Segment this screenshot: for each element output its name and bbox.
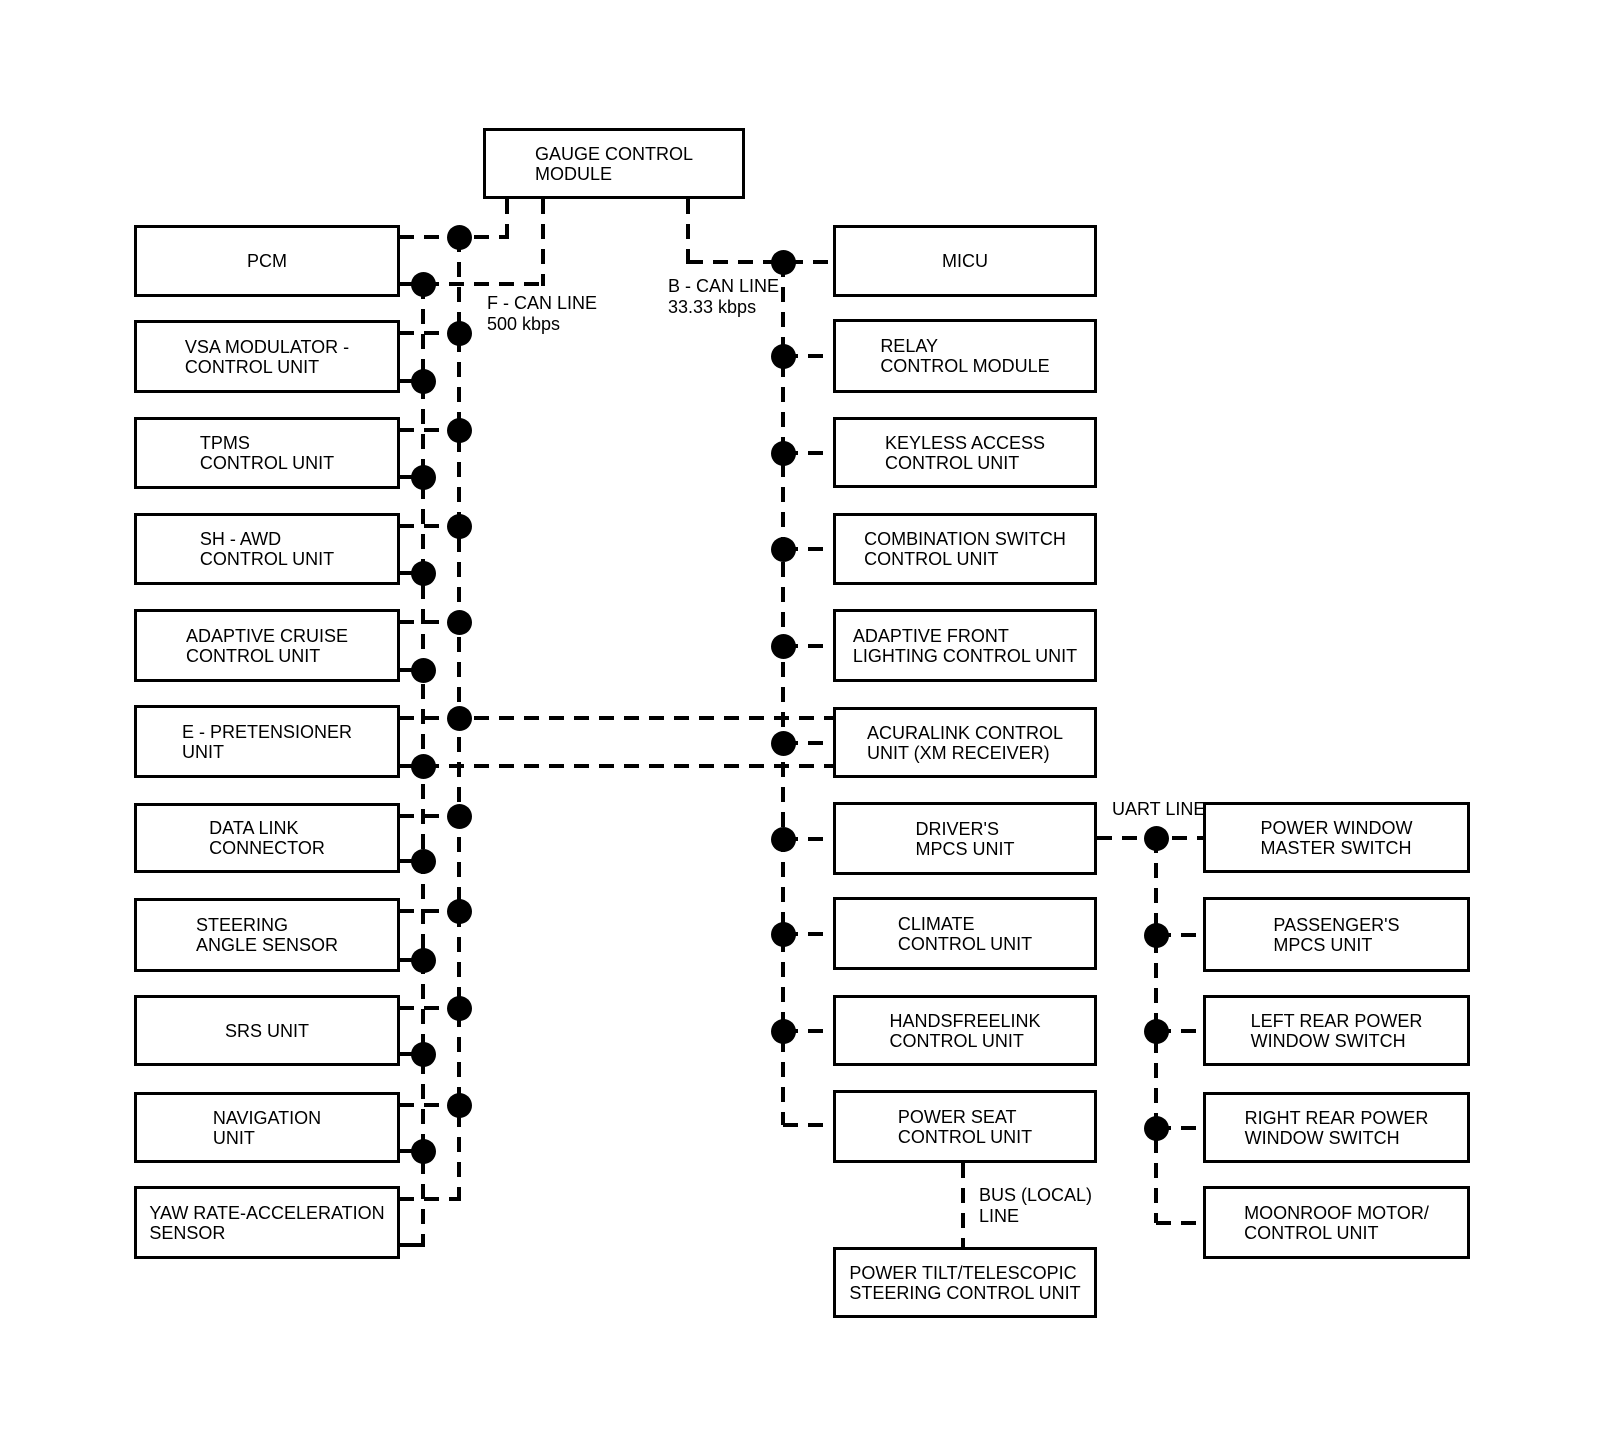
f-can-cross-wire-bottom	[399, 764, 833, 768]
gauge-f-can-stub-wire-2	[541, 199, 545, 286]
sh-awd-control-unit-label-line-2: CONTROL UNIT	[199, 549, 335, 569]
adaptive-cruise-control-unit-label-line-1: ADAPTIVE CRUISE	[185, 625, 349, 646]
data-link-connector-box	[134, 803, 400, 873]
gauge-f-can-stub-wire	[505, 199, 509, 239]
climate-control-unit-box	[833, 897, 1097, 970]
power-tilt-telescopic-steering-control-unit-label-line-2: STEERING CONTROL UNIT	[849, 1282, 1081, 1303]
junction-dot	[447, 804, 472, 829]
bus-local-line-label-line-2: LINE	[979, 1206, 1020, 1226]
power-tilt-telescopic-steering-control-unit-label	[849, 1263, 1080, 1303]
moonroof-motor-control-unit-label-line-2: CONTROL UNIT	[1244, 1222, 1379, 1243]
f-can-terminal-wire-outer	[399, 1197, 461, 1201]
right-rear-power-window-switch-box	[1203, 1092, 1470, 1163]
navigation-unit-label-line-2: UNIT	[212, 1127, 255, 1148]
climate-control-unit-label-line-2: CONTROL UNIT	[897, 933, 1033, 954]
junction-dot	[447, 1093, 472, 1118]
power-tilt-telescopic-steering-control-unit-box	[833, 1247, 1097, 1318]
data-link-connector-label	[209, 818, 325, 858]
junction-dot	[771, 441, 796, 466]
junction-dot	[1144, 1116, 1169, 1141]
sh-awd-control-unit-label	[200, 529, 334, 569]
steering-angle-sensor-label-line-1: STEERING	[195, 915, 288, 935]
keyless-access-control-unit-box	[833, 417, 1097, 488]
junction-dot	[771, 344, 796, 369]
power-window-master-switch-label-line-1: POWER WINDOW	[1260, 817, 1413, 838]
gauge-control-module-box	[483, 128, 745, 199]
handsfreelink-control-unit-label-line-2: CONTROL UNIT	[889, 1030, 1024, 1051]
power-window-master-switch-box	[1203, 802, 1470, 873]
drivers-mpcs-unit-label	[916, 819, 1015, 859]
f-can-line-label-line-1: F - CAN LINE	[487, 293, 598, 313]
micu-box	[833, 225, 1097, 297]
junction-dot	[771, 731, 796, 756]
junction-dot	[771, 634, 796, 659]
relay-control-module-label	[880, 336, 1049, 376]
micu-label	[942, 251, 988, 271]
uart-line-label	[1112, 799, 1205, 820]
adaptive-cruise-control-unit-label	[186, 626, 348, 666]
drivers-mpcs-unit-label-line-2: MPCS UNIT	[915, 838, 1015, 859]
left-rear-power-window-switch-label	[1251, 1011, 1423, 1051]
junction-dot	[447, 706, 472, 731]
junction-dot	[411, 658, 436, 683]
keyless-access-control-unit-label-line-1: KEYLESS ACCESS	[884, 432, 1046, 453]
acuralink-control-unit-label-line-2: UNIT (XM RECEIVER)	[866, 742, 1050, 763]
srs-unit-label-line-1: SRS UNIT	[224, 1020, 309, 1041]
e-pretensioner-unit-label-line-2: UNIT	[181, 741, 224, 762]
passengers-mpcs-unit-box	[1203, 897, 1470, 972]
handsfreelink-control-unit-box	[833, 995, 1097, 1066]
tpms-control-unit-label-line-1: TPMS	[199, 433, 250, 453]
f-can-line-label	[487, 293, 597, 335]
adaptive-front-lighting-control-unit-label-line-2: LIGHTING CONTROL UNIT	[852, 645, 1078, 666]
steering-angle-sensor-label-line-2: ANGLE SENSOR	[195, 935, 339, 955]
f-can-line-label-line-2: 500 kbps	[487, 314, 561, 334]
junction-dot	[411, 948, 436, 973]
passengers-mpcs-unit-label-line-1: PASSENGER'S	[1273, 914, 1400, 935]
steering-angle-sensor-box	[134, 898, 400, 972]
junction-dot	[411, 561, 436, 586]
uart-line-label-line-1: UART LINE	[1112, 799, 1206, 819]
yaw-rate-acceleration-sensor-label-line-1: YAW RATE-ACCELERATION	[149, 1202, 385, 1223]
junction-dot	[411, 465, 436, 490]
combination-switch-control-unit-label-line-2: CONTROL UNIT	[864, 549, 999, 569]
right-rear-power-window-switch-label-line-2: WINDOW SWITCH	[1244, 1127, 1400, 1148]
junction-dot	[447, 514, 472, 539]
power-window-master-switch-label	[1261, 818, 1413, 858]
junction-dot	[411, 754, 436, 779]
b-can-line-label-line-2: 33.33 kbps	[668, 297, 757, 317]
b-can-line-label-line-1: B - CAN LINE	[668, 276, 780, 296]
uart-terminal-wire	[1156, 1221, 1203, 1225]
handsfreelink-control-unit-label-line-1: HANDSFREELINK	[889, 1010, 1041, 1031]
junction-dot	[447, 321, 472, 346]
navigation-unit-box	[134, 1092, 400, 1163]
junction-dot	[1144, 1019, 1169, 1044]
junction-dot	[411, 369, 436, 394]
left-rear-power-window-switch-label-line-2: WINDOW SWITCH	[1250, 1030, 1406, 1051]
junction-dot	[771, 1019, 796, 1044]
junction-dot	[447, 996, 472, 1021]
combination-switch-control-unit-label	[864, 529, 1066, 569]
acuralink-control-unit-box	[833, 707, 1097, 778]
b-can-bus-wire	[781, 262, 785, 1125]
combination-switch-control-unit-box	[833, 513, 1097, 585]
adaptive-front-lighting-control-unit-box	[833, 609, 1097, 682]
adaptive-cruise-control-unit-label-line-2: CONTROL UNIT	[185, 645, 321, 666]
e-pretensioner-unit-label-line-1: E - PRETENSIONER	[181, 721, 353, 742]
micu-label-line-1: MICU	[942, 251, 988, 271]
keyless-access-control-unit-label-line-2: CONTROL UNIT	[884, 452, 1020, 473]
junction-dot	[1144, 923, 1169, 948]
power-seat-control-unit-box	[833, 1090, 1097, 1163]
yaw-rate-acceleration-sensor-label	[149, 1203, 384, 1243]
gauge-b-can-stub-wire	[686, 199, 690, 264]
tpms-control-unit-label-line-2: CONTROL UNIT	[199, 453, 335, 473]
adaptive-front-lighting-control-unit-label-line-1: ADAPTIVE FRONT	[852, 625, 1009, 646]
navigation-unit-label-line-1: NAVIGATION	[212, 1107, 322, 1128]
sh-awd-control-unit-label-line-1: SH - AWD	[199, 529, 282, 549]
right-rear-power-window-switch-label-line-1: RIGHT REAR POWER	[1244, 1107, 1429, 1128]
power-seat-control-unit-label	[898, 1107, 1032, 1147]
navigation-unit-label	[213, 1108, 321, 1148]
bus-local-line-label	[979, 1185, 1092, 1227]
data-link-connector-label-line-1: DATA LINK	[209, 818, 299, 838]
handsfreelink-control-unit-label	[889, 1011, 1040, 1051]
adaptive-cruise-control-unit-box	[134, 609, 400, 682]
yaw-rate-acceleration-sensor-box	[134, 1186, 400, 1259]
junction-dot	[447, 418, 472, 443]
relay-control-module-label-line-1: RELAY	[880, 336, 939, 356]
vsa-modulator-control-unit-label-line-1: VSA MODULATOR -	[184, 336, 350, 357]
power-seat-control-unit-label-line-1: POWER SEAT	[897, 1106, 1017, 1127]
climate-control-unit-label-line-1: CLIMATE	[897, 913, 975, 934]
bus-local-line-label-line-1: BUS (LOCAL)	[979, 1185, 1093, 1205]
drivers-mpcs-unit-label-line-1: DRIVER'S	[915, 818, 999, 839]
gauge-control-module-label	[535, 144, 693, 184]
acuralink-control-unit-label	[867, 723, 1063, 763]
f-can-terminal-wire-inner	[399, 1243, 425, 1247]
junction-dot	[771, 537, 796, 562]
b-can-line-label	[668, 276, 779, 318]
junction-dot	[771, 922, 796, 947]
left-rear-power-window-switch-label-line-1: LEFT REAR POWER	[1250, 1010, 1423, 1031]
srs-unit-label	[225, 1021, 309, 1041]
right-rear-power-window-switch-label	[1245, 1108, 1429, 1148]
vsa-modulator-control-unit-label-line-2: CONTROL UNIT	[184, 356, 320, 377]
bus-local-wire	[961, 1163, 965, 1247]
acuralink-control-unit-label-line-1: ACURALINK CONTROL	[866, 722, 1064, 743]
yaw-rate-acceleration-sensor-label-line-2: SENSOR	[149, 1222, 226, 1243]
junction-dot	[411, 1139, 436, 1164]
data-link-connector-label-line-2: CONNECTOR	[209, 838, 325, 858]
climate-control-unit-label	[898, 914, 1032, 954]
junction-dot	[447, 610, 472, 635]
pcm-label-line-1: PCM	[247, 251, 287, 271]
junction-dot	[411, 849, 436, 874]
relay-control-module-label-line-2: CONTROL MODULE	[880, 356, 1050, 376]
srs-unit-box	[134, 995, 400, 1066]
passengers-mpcs-unit-label	[1273, 915, 1399, 955]
e-pretensioner-unit-label	[182, 722, 352, 762]
power-seat-control-unit-label-line-2: CONTROL UNIT	[897, 1126, 1033, 1147]
vsa-modulator-control-unit-box	[134, 320, 400, 393]
junction-dot	[771, 827, 796, 852]
steering-angle-sensor-label	[196, 915, 338, 955]
gauge-control-module-label-line-1: GAUGE CONTROL	[534, 143, 694, 164]
relay-control-module-box	[833, 319, 1097, 393]
pcm-label	[247, 251, 287, 271]
keyless-access-control-unit-label	[885, 433, 1045, 473]
junction-dot	[447, 899, 472, 924]
adaptive-front-lighting-control-unit-label	[853, 626, 1077, 666]
sh-awd-control-unit-box	[134, 513, 400, 585]
b-can-top-wire	[688, 260, 833, 264]
passengers-mpcs-unit-label-line-2: MPCS UNIT	[1273, 934, 1373, 955]
left-rear-power-window-switch-box	[1203, 995, 1470, 1066]
tpms-control-unit-label	[200, 433, 334, 473]
e-pretensioner-unit-box	[134, 705, 400, 778]
b-can-terminal-wire	[783, 1123, 833, 1127]
moonroof-motor-control-unit-label-line-1: MOONROOF MOTOR/	[1244, 1202, 1429, 1223]
combination-switch-control-unit-label-line-1: COMBINATION SWITCH	[864, 529, 1066, 549]
power-tilt-telescopic-steering-control-unit-label-line-1: POWER TILT/TELESCOPIC	[849, 1262, 1077, 1283]
moonroof-motor-control-unit-box	[1203, 1186, 1470, 1259]
junction-dot	[411, 1042, 436, 1067]
vsa-modulator-control-unit-label	[185, 337, 349, 377]
moonroof-motor-control-unit-label	[1244, 1203, 1429, 1243]
pcm-box	[134, 225, 400, 297]
tpms-control-unit-box	[134, 417, 400, 489]
gauge-control-module-label-line-2: MODULE	[534, 163, 612, 184]
power-window-master-switch-label-line-2: MASTER SWITCH	[1260, 837, 1412, 858]
drivers-mpcs-unit-box	[833, 802, 1097, 875]
